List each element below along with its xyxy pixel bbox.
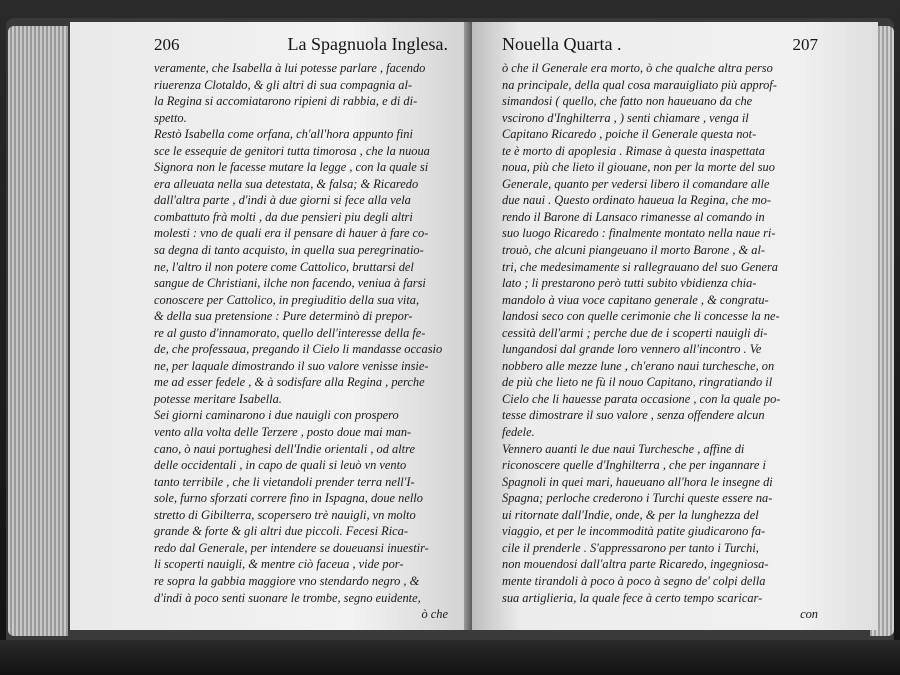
text-line: Vennero auanti le due naui Turchesche , affine di xyxy=(502,441,745,456)
text-line: cano, ò naui portughesi dell'Indie orientali , od altre xyxy=(154,441,415,456)
text-line: spetto. xyxy=(154,110,187,125)
text-line: re al gusto d'innamorato, quello dell'interesse della fe- xyxy=(154,325,426,340)
text-line: li scoperti nauigli, & mentre ciò faceua , vide por- xyxy=(154,557,404,572)
text-line: mente tirandoli à poco à poco à segno de' colpi della xyxy=(502,573,766,588)
text-line: nobbero alle mezze lune , ch'erano naui turchesche, on xyxy=(502,358,775,373)
text-line: conoscere per Cattolico, in pregiuditio della sua vita, xyxy=(154,292,420,307)
text-line: tri, che medesimamente si rallegrauano del suo Genera xyxy=(502,259,778,274)
text-line: stretto di Gibilterra, scopersero trè nauigli, vn molto xyxy=(154,507,416,522)
text-line: cessità dell'armi ; perche due de i scoperti nauigli di- xyxy=(502,325,768,340)
text-line: cile il prenderle . S'appressarono per tanto i Turchi, xyxy=(502,540,759,555)
text-line: mandolo à viua voce capitano generale , & congratu- xyxy=(502,292,769,307)
text-line: lungandosi dal grande loro vennero all'incontro . Ve xyxy=(502,342,762,357)
right-page-header xyxy=(502,34,818,56)
text-line: riconoscere quelle d'Inghilterra , che per ingannare i xyxy=(502,458,766,473)
text-line: due naui . Questo ordinato haueua la Regina, che mo- xyxy=(502,193,771,208)
left-page-text xyxy=(154,60,448,606)
text-line: de, che professaua, pregando il Cielo li mandasse occasio xyxy=(154,342,443,357)
text-line: la Regina si accomiatarono ripieni di rabbia, e di di- xyxy=(154,94,418,109)
right-running-head: Nouella Quarta . xyxy=(502,34,622,54)
text-line: Cielo che li hauesse parata occasione , con la quale po- xyxy=(502,391,781,406)
text-line: sole, furno sforzati correre fino in Ispagna, doue nello xyxy=(154,491,423,506)
text-line: te è morto di apoplesia . Rimase à questa inaspettata xyxy=(502,143,765,158)
text-line: rendo il Barone di Lansaco rimanesse al comando in xyxy=(502,209,765,224)
text-line: tesse dimostrare il suo valore , senza offendere alcun xyxy=(502,408,765,423)
right-page xyxy=(472,22,878,630)
text-line: tanto terribile , che li vietandoli prender terra nell'I- xyxy=(154,474,415,489)
text-line: ò che il Generale era morto, ò che qualche altra perso xyxy=(502,61,773,75)
text-line: sce le essequie de genitori tutta timorosa , che la nuoua xyxy=(154,143,430,158)
text-line: riuerenza Clotaldo, & gli altri di sua compagnia al- xyxy=(154,77,413,92)
text-line: redo dal Generale, per intendere se doueuansi inuestir- xyxy=(154,540,429,555)
text-line: grande & forte & gli altri due piccoli. Fecesi Rica- xyxy=(154,524,408,539)
text-line: era alleuata nella sua detestata, & falsa; & Ricaredo xyxy=(154,176,419,191)
right-page-text xyxy=(502,60,818,606)
right-catchword: con xyxy=(800,607,818,622)
text-line: ne, l'altro il non potere come Cattolico, bruttarsi del xyxy=(154,259,414,274)
text-line: ne, per laquale dimostrando il suo valore venisse insie- xyxy=(154,358,429,373)
text-line: trouò, che alcuni piangeuano il morto Barone , & al- xyxy=(502,243,766,258)
text-line: non mouendosi dall'altra parte Ricaredo, ingegniosa- xyxy=(502,557,769,572)
text-line: veramente, che Isabella à lui potesse parlare , facendo xyxy=(154,61,426,75)
text-line: sua artiglieria, la quale fece à certo tempo scaricar- xyxy=(502,590,763,605)
text-line: sangue de Christiani, ilche non facendo, veniua à farsi xyxy=(154,276,426,291)
text-line: viaggio, et per le incommodità patite giudicarono fa- xyxy=(502,524,766,539)
text-line: sa degna di tanto acquisto, in quella sua peregrinatio- xyxy=(154,243,424,258)
text-line: Spagna; perloche crederono i Turchi queste essere na- xyxy=(502,491,773,506)
text-line: d'indi à poco senti suonare le trombe, segno euidente, xyxy=(154,590,421,605)
right-page-number: 207 xyxy=(792,35,818,54)
text-line: landosi seco con quelle cerimonie che li concesse la ne- xyxy=(502,309,780,324)
text-line: de più che lieto ne fù il nouo Capitano, ringratiando il xyxy=(502,375,773,390)
text-line: combattuto frà molti , da due pensieri piu degli altri xyxy=(154,209,413,224)
text-line: Capitano Ricaredo , poiche il Generale questa not- xyxy=(502,127,757,142)
left-running-head: La Spagnuola Inglesa. xyxy=(287,34,448,54)
text-line: na principale, della qual cosa marauigliato più approf- xyxy=(502,77,777,92)
left-page-header xyxy=(154,34,448,56)
text-line: fedele. xyxy=(502,425,535,440)
text-line: Generale, quanto per vedersi libero il comandare alle xyxy=(502,176,770,191)
page-edges-left xyxy=(8,26,68,636)
left-catchword: ò che xyxy=(421,607,448,622)
text-line: delle occidentali , in capo de quali si leuò vn vento xyxy=(154,458,407,473)
text-line: vento alla volta delle Terzere , posto doue mai man- xyxy=(154,425,412,440)
left-page xyxy=(70,22,470,630)
text-line: Restò Isabella come orfana, ch'all'hora appunto fini xyxy=(154,127,413,142)
text-line: ui ritornate dall'Indie, onde, & per la lunghezza del xyxy=(502,507,759,522)
text-line: Sei giorni caminarono i due nauigli con prospero xyxy=(154,408,399,423)
text-line: suo luogo Ricaredo : finalmente montato nella naue ri- xyxy=(502,226,776,241)
text-line: molesti : vno de quali era il pensare di hauer à fare co- xyxy=(154,226,429,241)
text-line: lato ; li prestarono però tutti subito vbidienza chia- xyxy=(502,276,757,291)
text-line: dall'altra parte , d'indi à due giorni si fece alla vela xyxy=(154,193,411,208)
table-surface xyxy=(0,640,900,675)
text-line: Signora non le facesse mutare la legge , con la quale si xyxy=(154,160,429,175)
text-line: re sopra la gabbia maggiore vno stendardo negro , & xyxy=(154,573,420,588)
text-line: simandosi ( quello, che fatto non haueuano da che xyxy=(502,94,753,109)
text-line: me ad esser fedele , & à sodisfare alla Regina , perche xyxy=(154,375,425,390)
left-page-number: 206 xyxy=(154,35,180,54)
text-line: potesse meritare Isabella. xyxy=(154,391,282,406)
text-line: noua, più che lieto il giouane, non per la morte del suo xyxy=(502,160,775,175)
text-line: & della sua pretensione : Pure determinò di prepor- xyxy=(154,309,413,324)
text-line: Spagnoli in quei mari, haueuano all'hora le insegne di xyxy=(502,474,773,489)
text-line: vscirono d'Inghilterra , ) senti chiamare , venga il xyxy=(502,110,749,125)
